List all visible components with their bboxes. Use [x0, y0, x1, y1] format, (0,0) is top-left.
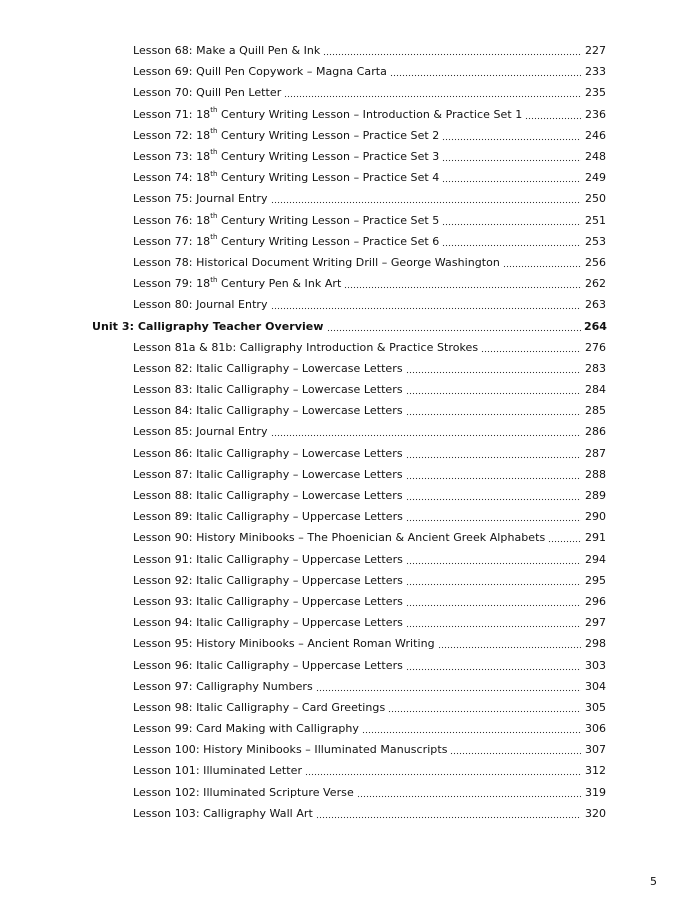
toc-entry-title-text: Lesson 72: 18 — [133, 128, 211, 142]
toc-entry-page: 290 — [585, 510, 606, 524]
toc-entry-title — [133, 575, 406, 586]
toc-entry-title — [133, 723, 362, 734]
dot-leader — [388, 702, 581, 713]
toc-entry-page: 288 — [585, 467, 606, 481]
toc-lesson-entry — [0, 210, 692, 231]
toc-entry-title-text: Lesson 95: History Minibooks – Ancient Roman Writing — [133, 637, 435, 651]
toc-lesson-entry — [0, 167, 692, 188]
toc-lesson-entry — [0, 252, 692, 273]
toc-entry-page: 249 — [585, 171, 606, 185]
toc-lesson-entry — [0, 358, 692, 379]
dot-leader — [406, 660, 581, 671]
dot-leader — [362, 723, 581, 734]
toc-entry-title — [133, 554, 406, 565]
toc-entry-title-text: Lesson 92: Italic Calligraphy – Uppercase Letters — [133, 573, 403, 587]
dot-leader — [357, 787, 581, 798]
toc-entry-title-text: Lesson 94: Italic Calligraphy – Uppercase Letters — [133, 616, 403, 630]
toc-entry-title-text-continued: Century Writing Lesson – Practice Set 4 — [217, 171, 440, 185]
toc-entry-title — [133, 384, 406, 395]
toc-entry-title-text: Lesson 77: 18 — [133, 234, 211, 248]
toc-entry-title — [133, 638, 438, 649]
dot-leader — [316, 681, 581, 692]
dot-leader — [525, 109, 581, 120]
toc-entry-title — [133, 448, 406, 459]
toc-lesson-entry — [0, 273, 692, 294]
toc-entry-title-text: Lesson 89: Italic Calligraphy – Uppercase Letters — [133, 510, 403, 524]
toc-lesson-entry — [0, 188, 692, 209]
dot-leader — [442, 151, 581, 162]
toc-lesson-entry — [0, 61, 692, 82]
toc-entry-title — [133, 106, 525, 121]
dot-leader — [481, 342, 581, 353]
toc-entry-title — [133, 299, 271, 310]
dot-leader — [406, 596, 581, 607]
dot-leader — [548, 532, 581, 543]
toc-entry-title — [133, 808, 316, 819]
toc-entry-title — [133, 363, 406, 374]
toc-entry-title — [133, 66, 390, 77]
toc-lesson-entry — [0, 506, 692, 527]
toc-lesson-entry — [0, 400, 692, 421]
toc-entry-page: 233 — [585, 65, 606, 79]
toc-entry-title-text: Lesson 100: History Minibooks – Illuminated Manuscripts — [133, 743, 448, 757]
toc-entry-page: 291 — [585, 531, 606, 545]
toc-entry-page: 285 — [585, 404, 606, 418]
dot-leader — [305, 765, 581, 776]
dot-leader — [450, 744, 581, 755]
toc-lesson-entry — [0, 549, 692, 570]
toc-lesson-entry — [0, 782, 692, 803]
toc-lesson-entry — [0, 421, 692, 442]
toc-entry-title-text-continued: Century Pen & Ink Art — [217, 277, 342, 291]
toc-entry-page: 276 — [585, 340, 606, 354]
dot-leader — [406, 575, 581, 586]
dot-leader — [406, 448, 581, 459]
dot-leader — [442, 215, 581, 226]
toc-lesson-entry — [0, 803, 692, 824]
dot-leader — [344, 278, 581, 289]
toc-entry-page: 320 — [585, 806, 606, 820]
toc-entry-page: 236 — [585, 107, 606, 121]
toc-entry-page: 304 — [585, 679, 606, 693]
toc-lesson-entry — [0, 125, 692, 146]
toc-entry-title — [133, 45, 323, 56]
toc-lesson-entry — [0, 82, 692, 103]
toc-entry-page: 289 — [585, 489, 606, 503]
toc-entry-page: 303 — [585, 658, 606, 672]
toc-entry-title — [133, 169, 442, 185]
toc-entry-title — [133, 660, 406, 671]
toc-entry-title — [133, 469, 406, 480]
toc-entry-page: 246 — [585, 128, 606, 142]
toc-entry-title — [133, 127, 442, 142]
toc-entry-title-text-continued: Century Writing Lesson – Practice Set 2 — [217, 128, 440, 142]
dot-leader — [406, 554, 581, 565]
toc-entry-title — [133, 211, 442, 227]
toc-entry-page: 312 — [585, 764, 606, 778]
toc-lesson-entry — [0, 464, 692, 485]
toc-entry-title-text-continued: Century Writing Lesson – Introduction & Practice Set 1 — [217, 107, 523, 121]
toc-entry-title-text: Lesson 96: Italic Calligraphy – Uppercase Letters — [133, 658, 403, 672]
ordinal-superscript: th — [210, 169, 218, 178]
toc-entry-page: 298 — [585, 637, 606, 651]
toc-entry-title-text-continued: Century Writing Lesson – Practice Set 5 — [217, 213, 440, 227]
toc-entry-title-text-continued: Century Writing Lesson – Practice Set 6 — [217, 234, 440, 248]
toc-entry-title — [133, 257, 503, 268]
toc-entry-title-text: Lesson 80: Journal Entry — [133, 298, 268, 312]
toc-entry-title-text: Lesson 93: Italic Calligraphy – Uppercase Letters — [133, 594, 403, 608]
toc-entry-title — [133, 87, 284, 98]
dot-leader — [327, 321, 582, 332]
toc-entry-title-text: Lesson 79: 18 — [133, 277, 211, 291]
toc-entry-page: 307 — [585, 743, 606, 757]
toc-lesson-entry — [0, 633, 692, 654]
toc-entry-title-text: Lesson 86: Italic Calligraphy – Lowercase Letters — [133, 446, 403, 460]
toc-lesson-entry — [0, 654, 692, 675]
toc-lesson-entry — [0, 718, 692, 739]
dot-leader — [406, 405, 581, 416]
toc-lesson-entry — [0, 527, 692, 548]
toc-unit-entry — [0, 315, 692, 336]
dot-leader — [284, 87, 581, 98]
toc-entry-title — [133, 193, 271, 204]
table-of-contents — [0, 40, 692, 824]
toc-entry-page: 295 — [585, 573, 606, 587]
toc-lesson-entry — [0, 612, 692, 633]
dot-leader — [406, 363, 581, 374]
toc-entry-page: 235 — [585, 86, 606, 100]
dot-leader — [442, 172, 581, 183]
ordinal-superscript: th — [210, 148, 218, 157]
toc-entry-title-text: Lesson 87: Italic Calligraphy – Lowercase Letters — [133, 467, 403, 481]
toc-entry-page: 306 — [585, 722, 606, 736]
dot-leader — [406, 617, 581, 628]
toc-entry-title-text: Lesson 103: Calligraphy Wall Art — [133, 806, 313, 820]
toc-entry-page: 250 — [585, 192, 606, 206]
toc-entry-title-text: Lesson 73: 18 — [133, 150, 211, 164]
toc-entry-page: 253 — [585, 234, 606, 248]
toc-entry-title-text: Lesson 69: Quill Pen Copywork – Magna Carta — [133, 65, 387, 79]
toc-entry-title-text: Lesson 70: Quill Pen Letter — [133, 86, 282, 100]
dot-leader — [271, 299, 581, 310]
dot-leader — [442, 236, 581, 247]
toc-entry-page: 284 — [585, 383, 606, 397]
toc-entry-page: 297 — [585, 616, 606, 630]
ordinal-superscript: th — [210, 275, 218, 284]
toc-lesson-entry — [0, 146, 692, 167]
toc-entry-title-text: Lesson 71: 18 — [133, 107, 211, 121]
toc-entry-title — [133, 787, 357, 798]
toc-lesson-entry — [0, 104, 692, 125]
toc-entry-title — [133, 617, 406, 628]
dot-leader — [503, 257, 581, 268]
toc-entry-page: 256 — [585, 255, 606, 269]
toc-lesson-entry — [0, 294, 692, 315]
toc-entry-title-text: Lesson 91: Italic Calligraphy – Uppercase Letters — [133, 552, 403, 566]
toc-lesson-entry — [0, 591, 692, 612]
toc-entry-title — [133, 744, 450, 755]
toc-entry-title — [133, 532, 548, 543]
toc-entry-title — [133, 596, 406, 607]
toc-lesson-entry — [0, 739, 692, 760]
toc-lesson-entry — [0, 40, 692, 61]
toc-entry-title — [92, 321, 327, 332]
page-number: 5 — [650, 875, 657, 888]
toc-lesson-entry — [0, 485, 692, 506]
toc-entry-title — [133, 233, 442, 248]
ordinal-superscript: th — [210, 233, 218, 242]
dot-leader — [438, 638, 581, 649]
toc-entry-title — [133, 275, 344, 291]
toc-entry-title — [133, 426, 271, 437]
toc-entry-title — [133, 765, 305, 776]
toc-entry-title-text: Lesson 84: Italic Calligraphy – Lowercase Letters — [133, 404, 403, 418]
dot-leader — [271, 426, 581, 437]
toc-entry-title-text: Lesson 68: Make a Quill Pen & Ink — [133, 44, 321, 58]
toc-entry-title-text: Lesson 82: Italic Calligraphy – Lowercase Letters — [133, 361, 403, 375]
toc-entry-page: 227 — [585, 44, 606, 58]
ordinal-superscript: th — [210, 127, 218, 136]
toc-entry-title-text: Lesson 76: 18 — [133, 213, 211, 227]
toc-lesson-entry — [0, 337, 692, 358]
toc-entry-title-text: Lesson 81a & 81b: Calligraphy Introduction & Practice Strokes — [133, 340, 479, 354]
toc-entry-title-text: Lesson 85: Journal Entry — [133, 425, 268, 439]
dot-leader — [390, 66, 581, 77]
dot-leader — [406, 490, 581, 501]
toc-entry-title-text: Lesson 97: Calligraphy Numbers — [133, 679, 313, 693]
dot-leader — [406, 469, 581, 480]
toc-entry-title-text: Lesson 78: Historical Document Writing Drill – George Washington — [133, 255, 500, 269]
toc-entry-page: 251 — [585, 213, 606, 227]
toc-entry-page: 296 — [585, 594, 606, 608]
toc-entry-page: 294 — [585, 552, 606, 566]
toc-entry-title-text: Lesson 102: Illuminated Scripture Verse — [133, 785, 354, 799]
toc-entry-title-text: Lesson 90: History Minibooks – The Phoenician & Ancient Greek Alphabets — [133, 531, 546, 545]
toc-entry-page: 319 — [585, 785, 606, 799]
toc-entry-page: 283 — [585, 361, 606, 375]
dot-leader — [316, 808, 581, 819]
toc-entry-page: 263 — [585, 298, 606, 312]
toc-entry-title-text: Unit 3: Calligraphy Teacher Overview — [92, 319, 324, 333]
ordinal-superscript: th — [210, 211, 218, 220]
toc-entry-title — [133, 511, 406, 522]
toc-lesson-entry — [0, 570, 692, 591]
dot-leader — [406, 511, 581, 522]
toc-entry-title — [133, 342, 481, 353]
toc-entry-page: 262 — [585, 277, 606, 291]
toc-lesson-entry — [0, 676, 692, 697]
toc-entry-title — [133, 681, 316, 692]
toc-entry-title — [133, 490, 406, 501]
toc-entry-title — [133, 702, 388, 713]
toc-entry-title — [133, 148, 442, 164]
toc-lesson-entry — [0, 443, 692, 464]
toc-entry-page: 305 — [585, 700, 606, 714]
toc-lesson-entry — [0, 760, 692, 781]
toc-entry-title-text: Lesson 101: Illuminated Letter — [133, 764, 303, 778]
toc-lesson-entry — [0, 231, 692, 252]
dot-leader — [323, 45, 581, 56]
toc-entry-title-text: Lesson 75: Journal Entry — [133, 192, 268, 206]
dot-leader — [406, 384, 581, 395]
toc-entry-page: 287 — [585, 446, 606, 460]
dot-leader — [271, 193, 581, 204]
toc-lesson-entry — [0, 379, 692, 400]
toc-entry-title-text-continued: Century Writing Lesson – Practice Set 3 — [217, 150, 440, 164]
ordinal-superscript: th — [210, 106, 218, 114]
toc-entry-title — [133, 405, 406, 416]
toc-entry-title-text: Lesson 98: Italic Calligraphy – Card Greetings — [133, 700, 386, 714]
toc-entry-page: 248 — [585, 150, 606, 164]
dot-leader — [442, 130, 581, 141]
toc-entry-page: 264 — [584, 319, 607, 333]
toc-entry-title-text: Lesson 99: Card Making with Calligraphy — [133, 722, 359, 736]
toc-entry-title-text: Lesson 88: Italic Calligraphy – Lowercase Letters — [133, 489, 403, 503]
toc-entry-title-text: Lesson 74: 18 — [133, 171, 211, 185]
toc-entry-page: 286 — [585, 425, 606, 439]
toc-entry-title-text: Lesson 83: Italic Calligraphy – Lowercase Letters — [133, 383, 403, 397]
toc-lesson-entry — [0, 697, 692, 718]
